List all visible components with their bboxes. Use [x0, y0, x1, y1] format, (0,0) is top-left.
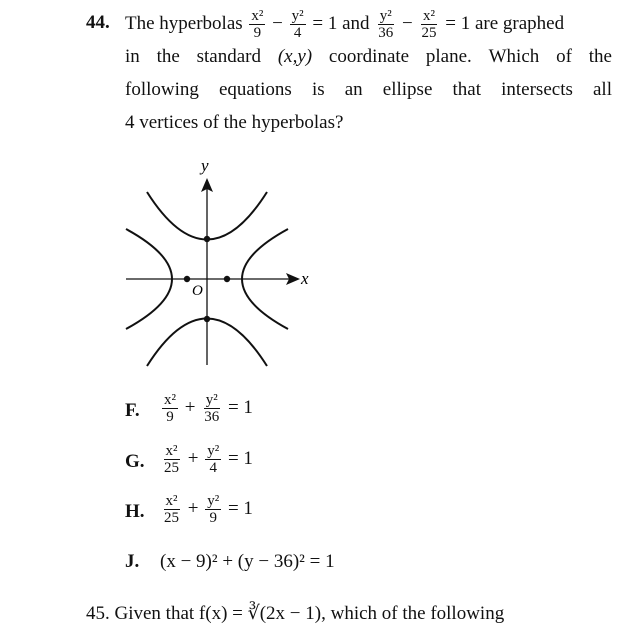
fraction	[162, 493, 181, 526]
numerator: y²	[379, 8, 392, 24]
denominator: 9	[253, 25, 262, 41]
equals-one: = 1	[227, 396, 253, 418]
operator: +	[187, 447, 199, 469]
word: is	[311, 79, 325, 100]
denominator: 4	[209, 460, 217, 476]
option-f	[160, 392, 253, 425]
option-h	[160, 493, 253, 526]
fraction	[420, 8, 439, 41]
denominator: 25	[164, 460, 179, 476]
numerator: y²	[205, 392, 218, 408]
denominator: 9	[209, 510, 217, 526]
word: equations	[219, 79, 292, 100]
numerator: y²	[291, 8, 304, 24]
vertex-point	[224, 276, 230, 282]
vertex-point	[204, 316, 210, 322]
word: in	[125, 46, 140, 67]
numerator: x²	[251, 8, 264, 24]
fraction	[249, 8, 265, 41]
option-letter: G.	[125, 451, 145, 472]
denominator: 9	[166, 409, 174, 425]
word: the	[588, 46, 612, 67]
option-letter: J.	[125, 551, 140, 572]
x-axis-label: x	[301, 269, 309, 288]
operator: −	[272, 12, 283, 34]
numerator: y²	[207, 443, 220, 459]
fraction	[205, 493, 221, 526]
operator: +	[184, 396, 196, 418]
text-pre: The hyperbolas	[125, 12, 243, 34]
option-letter: F.	[125, 400, 140, 421]
operator: −	[402, 12, 413, 34]
denominator: 4	[293, 25, 302, 41]
hyperbola-graph	[120, 155, 320, 370]
vertex-point	[184, 276, 190, 282]
numerator: y²	[207, 493, 220, 509]
word: ellipse	[382, 79, 433, 100]
word: an	[344, 79, 363, 100]
word: Which	[488, 46, 540, 67]
origin-label: O	[192, 283, 203, 299]
fraction	[162, 392, 178, 425]
question-line-1	[125, 8, 564, 41]
fraction	[376, 8, 395, 41]
question-line-2	[125, 46, 612, 68]
word: all	[592, 79, 612, 100]
equals-one: = 1	[227, 497, 253, 519]
denominator: 36	[378, 25, 394, 41]
fraction	[202, 392, 221, 425]
word: plane.	[425, 46, 472, 67]
question-line-3	[125, 79, 612, 101]
y-axis-label: y	[201, 156, 209, 175]
text-and: and	[342, 12, 370, 34]
fraction	[205, 443, 221, 476]
fraction	[290, 8, 306, 41]
denominator: 25	[421, 25, 437, 41]
word: of	[556, 46, 572, 67]
denominator: 36	[204, 409, 220, 425]
numerator: x²	[164, 392, 176, 408]
word: (x,y)	[277, 46, 313, 67]
option-j: (x − 9)² + (y − 36)² = 1	[160, 551, 335, 572]
equals-one: = 1	[445, 12, 471, 34]
question-line-4: 4 vertices of the hyperbolas?	[125, 112, 344, 133]
word: that	[452, 79, 481, 100]
word: coordinate	[328, 46, 410, 67]
numerator: x²	[165, 493, 178, 509]
text-post: are graphed	[474, 12, 565, 34]
next-question-fragment: 45. Given that f(x) = ∛(2x − 1), which of the following	[86, 603, 505, 624]
numerator: x²	[423, 8, 435, 24]
word: intersects	[501, 79, 573, 100]
word: the	[156, 46, 180, 67]
vertex-point	[204, 236, 210, 242]
option-letter: H.	[125, 501, 145, 522]
question-number: 44.	[86, 12, 110, 33]
numerator: x²	[165, 443, 178, 459]
operator: +	[187, 497, 199, 519]
fraction	[162, 443, 181, 476]
word: standard	[196, 46, 261, 67]
option-g	[160, 443, 253, 476]
equals-one: = 1	[312, 12, 338, 34]
denominator: 25	[164, 510, 179, 526]
word: following	[125, 79, 199, 100]
equals-one: = 1	[227, 447, 253, 469]
